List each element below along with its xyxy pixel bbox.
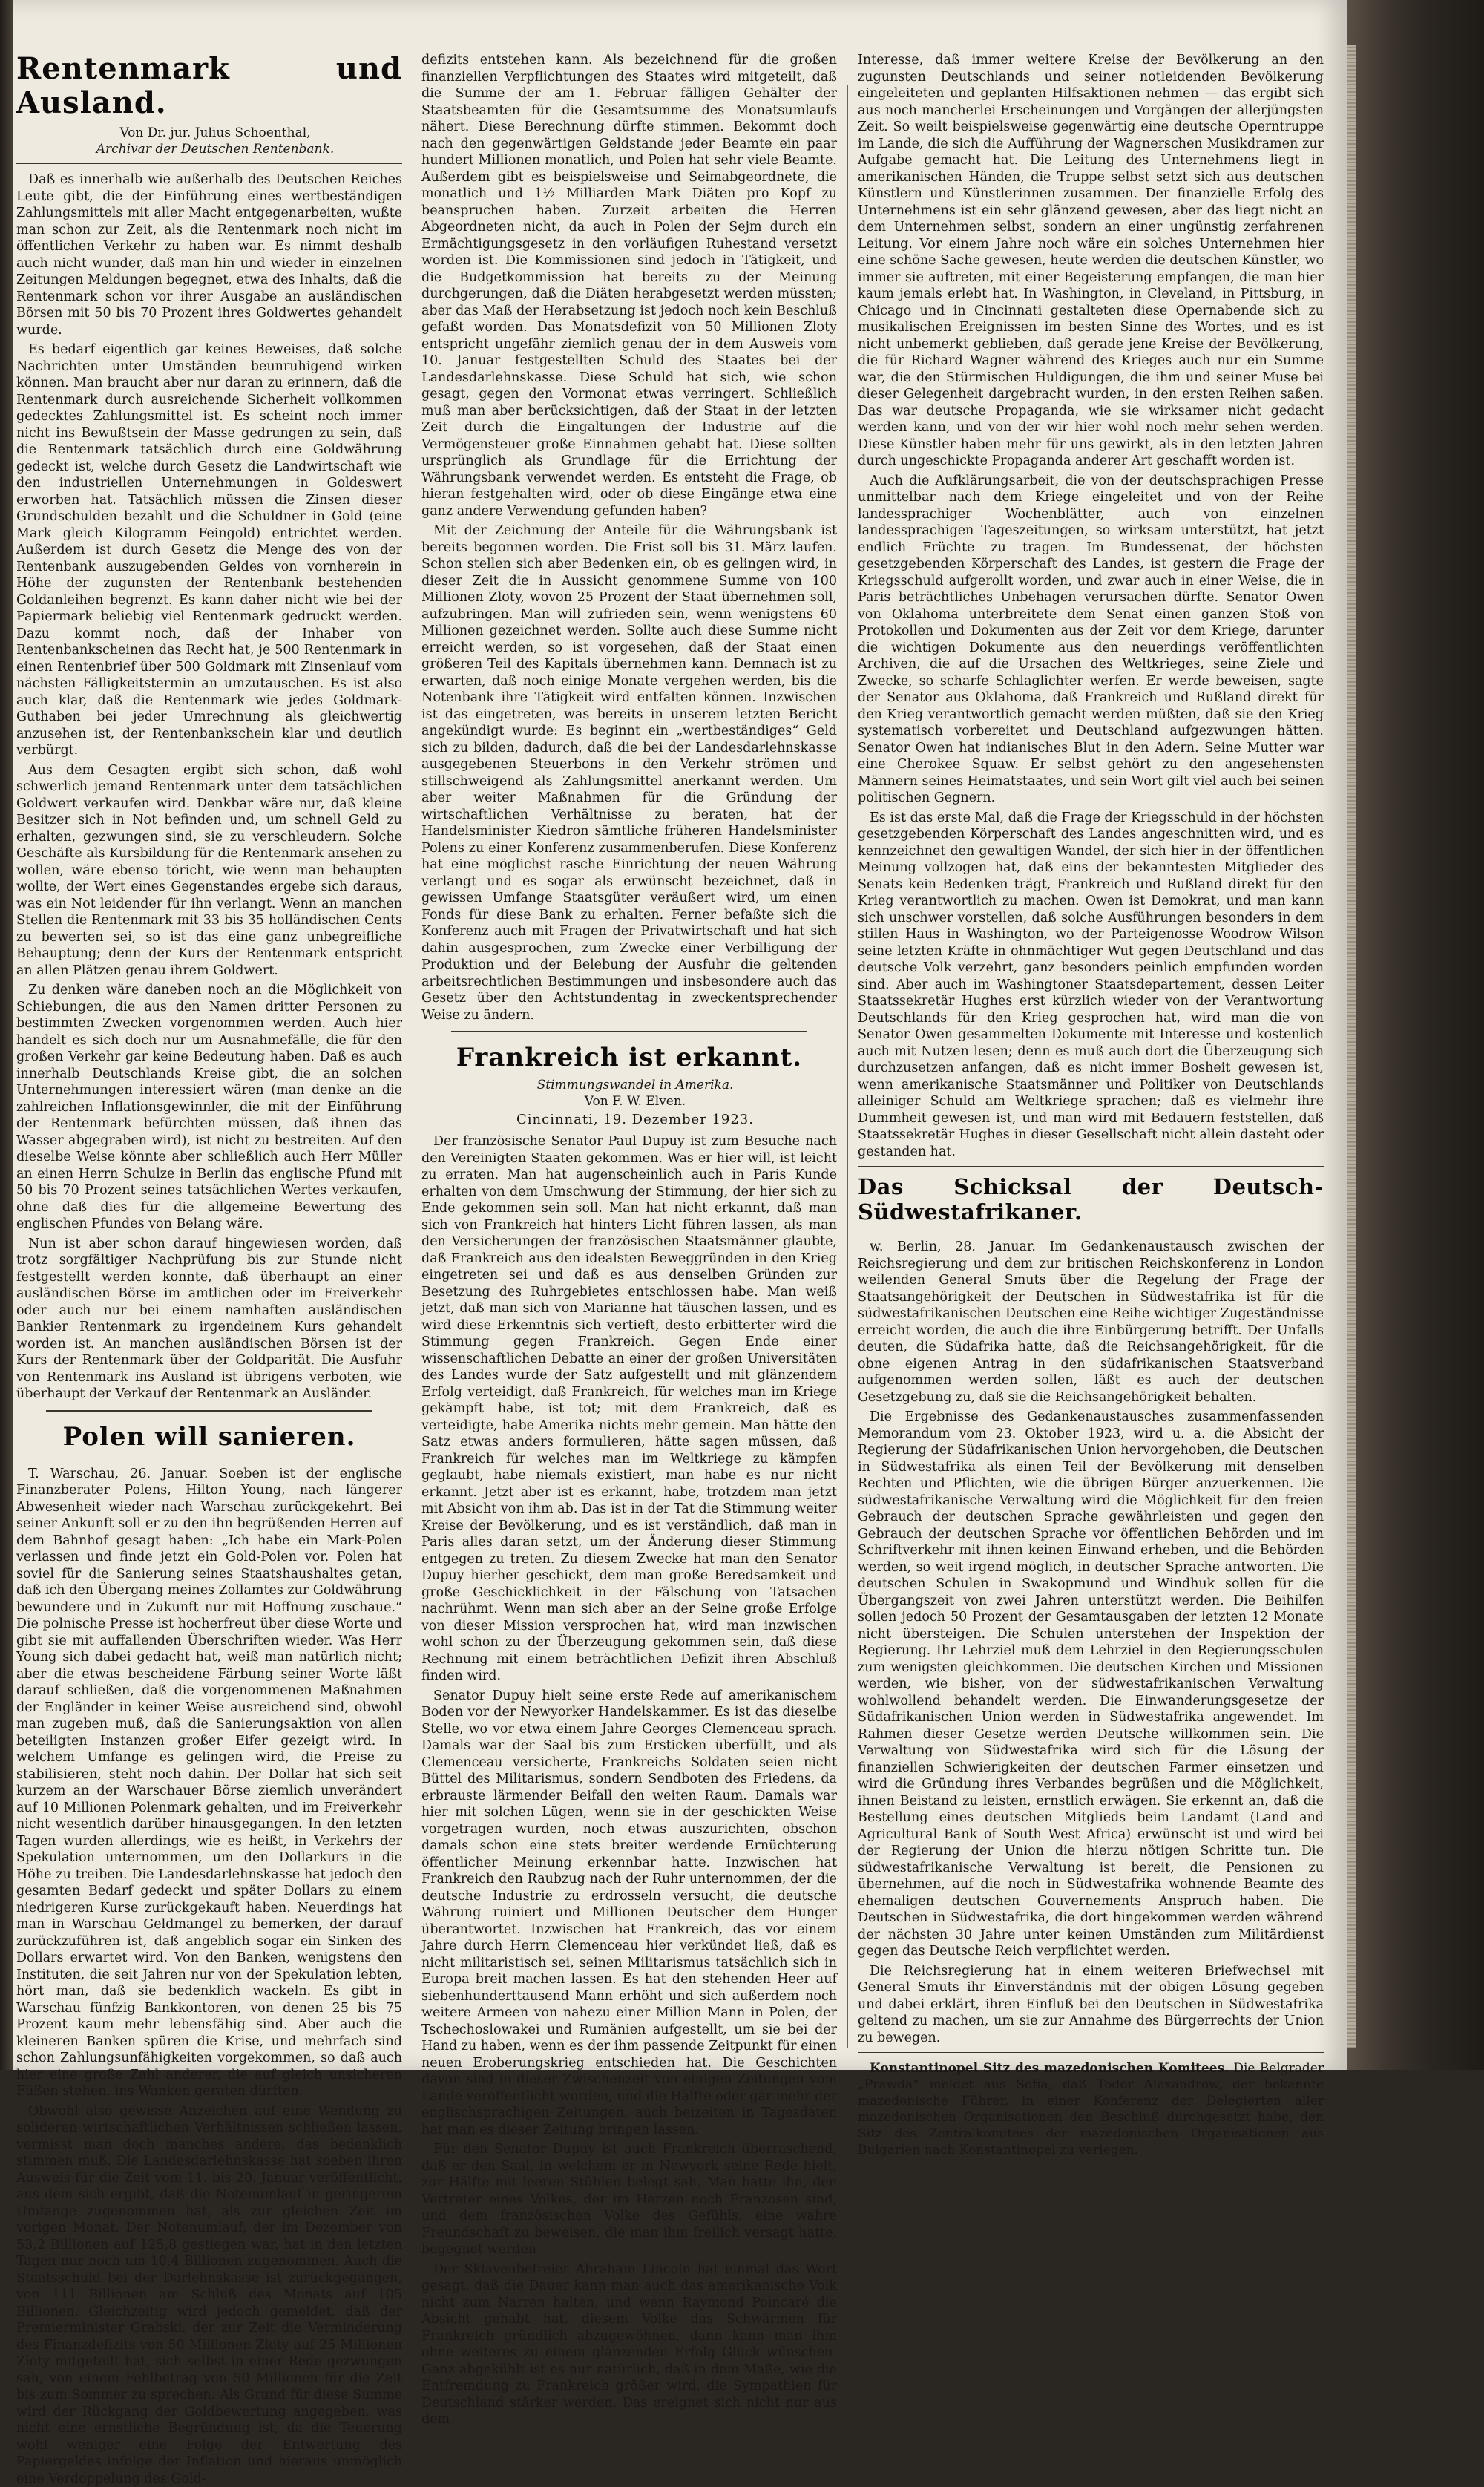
paragraph: w. Berlin, 28. Januar. Im Gedankenaustausch zwischen der Reichsregierung und dem zur britischen Reichskonferenz in London weilenden General Smuts über die Regelung der Frage der Staatsangehörigkeit der Deutschen in Südwestafrika ist für die südwestafrikanischen Deutschen eine Reihe wichtiger Zugeständnisse erreicht worden, die auch die ihre Einbürgerung betrifft. Der Unfalls deuten, die Südafrika hatte, daß die Reichsangehörigkeit, für die obne eigenen Antrag in den südafrikanischen Staatsverband aufgenommen werden sollen, läßt es auch der deutschen Gesetzgebung zu, daß sie die Reichsangehörigkeit behalten. [858,1239,1324,1406]
article-polen-title: Polen will sanieren. [16,1422,402,1452]
divider [858,1166,1324,1167]
paragraph: Daß es innerhalb wie außerhalb des Deutschen Reiches Leute gibt, die der Einführung eines wertbeständigen Zahlungsmittels mit aller Macht entgegenarbeiten, wußte man schon zur Zeit, als die Rentenmark noch nicht im öffentlichen Verkehr zu haben war. Es nimmt deshalb auch nicht wunder, daß man hin und wieder in einzelnen Zeitungen Meldungen begegnet, etwa des Inhalts, daß die Rentenmark schon vor ihrer Ausgabe an ausländischen Börsen mit 50 bis 70 Prozent ihres Goldwertes gehandelt wurde. [16,171,402,338]
notice-text: Die Belgrader „Prawda“ meldet aus Sofia, daß Todor Alexandrow, der bekannte mazedonische Führer, in einer Konferenz der Delegierten aller mazedonischen Organisationen den Beschluß durchgesetzt habe, den Sitz des Zentralkomitees der mazedonischen Organisationen aus Bulgarien nach Konstantinopel zu verlegen. [858,2061,1324,2157]
article-suedwest-title: Das Schicksal der Deutsch-Südwestafrikaner. [858,1174,1324,1225]
article-rentenmark-author: Von Dr. jur. Julius Schoenthal, [16,125,402,141]
paragraph: Aus dem Gesagten ergibt sich schon, daß wohl schwerlich jemand Rentenmark unter dem tatsächlichen Goldwert verkaufen wird. Denkbar wäre nur, daß kleine Besitzer sich in Not befinden und, um schnell Geld zu erhalten, gezwungen sind, sie zu verschleudern. Solche Geschäfte als Kursbildung für die Rentenmark ansehen zu wollen, wäre ebenso töricht, wie wenn man behaupten wollte, der Wert eines Gegenstandes ergebe sich daraus, was ein Not leidender für ihn verlangt. Wenn an manchen Stellen die Rentenmark mit 33 bis 35 holländischen Cents zu bewerten sei, so ist das eine ganz unbegreifliche Behauptung; denn der Kurs der Rentenmark entspricht an allen Plätzen genau ihrem Goldwert. [16,762,402,980]
news-notice [858,2060,1324,2158]
article-rentenmark-title: Rentenmark und Ausland. [16,52,402,120]
paragraph: Interesse, daß immer weitere Kreise der Bevölkerung an den zugunsten Deutschlands und seiner notleidenden Bevölkerung eingeleiteten und geplanten Hilfsaktionen nehmen — das ergibt sich aus noch mancherlei Erscheinungen und Vorgängen der allerjüngsten Zeit. So weilt beispielsweise gegenwärtig eine deutsche Operntruppe im Lande, die sich die Aufführung der Wagnerschen Musikdramen zur Aufgabe gemacht hat. Die Leitung des Unternehmens liegt in amerikanischen Händen, die Truppe selbst setzt sich aus deutschen Künstlern und Künstlerinnen zusammen. Der finanzielle Erfolg des Unternehmens ist ein sehr glänzend gewesen, aber das liegt nicht an dem Unternehmen selbst, sondern an einer ungünstig zerfahrenen Leitung. Vor einem Jahre noch wäre ein solches Unternehmen hier eine schöne Sache gewesen, heute werden die deutschen Künstler, wo immer sie auftreten, mit einer Begeisterung empfangen, die man hier kaum jemals erlebt hat. In Washington, in Cleveland, in Pittsburg, in Chicago und in Cincinnati gestalteten diese Opernabende sich zu musikalischen Ereignissen im besten Sinne des Wortes, und es ist nicht unbemerkt geblieben, daß gerade jene Kreise der Bevölkerung, die für Richard Wagner während des Krieges auch nur ein Summe war, die den Stürmischen Huldigungen, die ihm und seiner Muse bei dieser Gelegenheit dargebracht wurden, in den ersten Reihen saßen. Das war deutsche Propaganda, wie sie wirksamer nicht gedacht werden kann, und von der wir hier wohl noch mehr sehen werden. Diese Künstler haben mehr für uns gewirkt, als in den letzten Jahren durch ungeschickte Propaganda anderer Art geschafft worden ist. [858,52,1324,470]
paragraph: Die Reichsregierung hat in einem weiteren Briefwechsel mit General Smuts ihr Einverständnis mit der obigen Lösung gegeben und dabei erklärt, ihren Einfluß bei den Deutschen in Südwestafrika geltend zu machen, um sie zur Annahme des Bürgerrechts der Union zu bewegen. [858,1963,1324,2047]
paragraph: Für den Senator Dupuy ist auch Frankreich überraschend, daß er den Saal, in welchem er in Newyork seine Rede hielt, zur Hälfte mit leeren Stühlen belegt sah. Man hatte ihn, den Vertreter eines Volkes, der im Herzen noch Franzosen sind, und dem französischen Volke des Gefühls, eine wahre Freundschaft zu beweisen, die man ihm freilich versagt hatte, begegnet werden. [421,2141,837,2258]
column-1 [16,52,402,2048]
article-frankreich-title: Frankreich ist erkannt. [421,1043,837,1072]
paragraph: Zu denken wäre daneben noch an die Möglichkeit von Schiebungen, die aus den Namen dritter Personen zu bestimmten Zwecken vorgenommen werden. Auch hier handelt es sich doch nur um Ausnahmefälle, die für den großen Verkehr gar keine Bedeutung haben. Daß es auch innerhalb Deutschlands Kreise gibt, die an solchen Unternehmungen interessiert wären (man denke an die zahlreichen Inflationsgewinnler, die mit der Einführung der Rentenmark befürchten müssen, daß ihnen das Wasser abgegraben wird), ist nicht zu bestreiten. Auf den dieselbe Weise könnte aber schließlich auch Herr Müller an einen Herrn Schulze in Berlin das englische Pfund mit 50 bis 70 Prozent seines tatsächlichen Wertes verkaufen, ohne daß dies für die allgemeine Bewertung des englischen Pfundes von Belang wäre. [16,982,402,1233]
paragraph: Nun ist aber schon darauf hingewiesen worden, daß trotz sorgfältiger Nachprüfung bis zur Stunde nicht festgestellt werden konnte, daß überhaupt an einer ausländischen Börse im amtlichen oder im Freiverkehr oder auch nur bei einem namhaften ausländischen Bankier Rentenmark zu irgendeinem Kurs gehandelt worden ist. An manchen ausländischen Börsen ist der Kurs der Rentenmark über der Goldparität. Die Ausfuhr von Rentenmark ins Ausland ist übrigens verboten, wie überhaupt der Verkauf der Rentenmark an Ausländer. [16,1236,402,1403]
paragraph: T. Warschau, 26. Januar. Soeben ist der englische Finanzberater Polens, Hilton Young, nach längerer Abwesenheit wieder nach Warschau zurückgekehrt. Bei seiner Ankunft soll er zu den ihn begrüßenden Herren auf dem Bahnhof gesagt haben: „Ich habe ein Mark-Polen verlassen und finde jetzt ein Gold-Polen vor. Polen hat soviel für die Sanierung seines Staatshaushaltes getan, daß ich den Übergang meines Zollamtes zur Goldwährung bewundere und in Zukunft nur mit Hoffnung zuschaue.“ Die polnische Presse ist hocherfreut über diese Worte und gibt sie mit auffallenden Überschriften wieder. Was Herr Young sich dabei gedacht hat, weiß man natürlich nicht; aber die etwas bescheidene Färbung seiner Worte läßt darauf schließen, daß die vorgenommenen Maßnahmen der Engländer in keiner Weise ausreichend sind, obwohl man zugeben muß, daß die Sanierungsaktion von allen beteiligten Instanzen großer Eifer gezeigt wird. In welchem Umfange es gelingen wird, die Preise zu stabilisieren, steht noch dahin. Der Dollar hat sich seit kurzem an der Warschauer Börse ziemlich unverändert auf 10 Millionen Polenmark gehalten, und im Freiverkehr nicht wesentlich darüber hinausgegangen. In den letzten Tagen wurden allerdings, wie es heißt, in Verkehrs der Spekulation unternommen, um den Dollarkurs in die Höhe zu treiben. Die Landesdarlehnskasse hat jedoch den gesamten Bedarf gedeckt und später Dollars zu einem niedrigeren Kurse zurückgekauft haben. Neuerdings hat man in Warschau Geldmangel zu bemerken, der darauf zurückzuführen ist, daß angeblich sogar ein Sinken des Dollars erwartet wird. Von den Banken, wenigstens den Instituten, die seit Jahren nur von der Spekulation lebten, hört man, daß sie bedenklich wackeln. Es gibt in Warschau fünfzig Bankkontoren, von denen 25 bis 75 Prozent kaum mehr lebensfähig sind. Aber auch die kleineren Banken spüren die Krise, und mehrfach sind schon Zahlungsunfähigkeiten vorgekommen, so daß auch hier eine große Zahl anderer, die auf gleich unsicheren Füßen stehen, ins Wanken geraten dürften. [16,1466,402,2100]
paragraph: defizits entstehen kann. Als bezeichnend für die großen finanziellen Verpflichtungen des Staates wird mitgeteilt, daß die Summe der am 1. Februar fälligen Gehälter der Staatsbeamten für die Gesamtsumme des Monatsumlaufs nähert. Diese Berechnung dürfte stimmen. Bekommt doch nach den gegenwärtigen Geldstande jeder Beamte ein paar hundert Millionen monatlich, und Polen hat sehr viele Beamte. Außerdem gibt es beispielsweise und Seimabgeordnete, die monatlich und 1½ Milliarden Mark Diäten pro Kopf zu beanspruchen haben. Zurzeit arbeiten die Herren Abgeordneten nicht, da auch in Polen der Sejm durch ein Ermächtigungsgesetz in den vorläufigen Ruhestand versetzt worden ist. Die Kommissionen sind jedoch in Tätigkeit, und die Budgetkommission hat bereits zu der Meinung durchgerungen, daß die Diäten herabgesetzt werden müssten; aber das Maß der Herabsetzung ist jedoch noch kein Beschluß gefaßt worden. Das Monatsdefizit von 50 Millionen Zloty entspricht ungefähr ziemlich genau der in dem Ausweis vom 10. Januar festgestellten Schuld des Staates bei der Landesdarlehnskasse. Diese Schuld hat sich, wie schon gesagt, gegen den Vormonat etwas verringert. Schließlich muß man aber berücksichtigen, daß der Staat in der letzten Zeit durch die Eingaltungen der Industrie auf die Vermögensteuer große Einnahmen gehabt hat. Diese sollten ursprünglich als Grundlage für die Errichtung der Währungsbank verwendet werden. Es entsteht die Frage, ob hieran festgehalten wird, oder ob diese Eingänge etwa eine ganz andere Verwendung gefunden haben? [421,52,837,520]
article-frankreich-dateline: Cincinnati, 19. Dezember 1923. [421,1111,837,1129]
paragraph: Senator Dupuy hielt seine erste Rede auf amerikanischem Boden vor der Newyorker Handelskammer. Es ist das dieselbe Stelle, wo vor etwa einem Jahre Georges Clemenceau sprach. Damals war der Saal bis zum Ersticken überfüllt, und als Clemenceau versicherte, Frankreichs Soldaten seien nicht Büttel des Militarismus, sondern Sendboten des Friedens, da erbrauste lärmender Beifall den weiten Raum. Damals war hier mit solchen Lügen, wenn sie in der geschickten Weise vorgetragen wurden, noch etwas auszurichten, obschon damals schon eine stets breiter werdende Ernüchterung öffentlicher Meinung erkennbar hatte. Inzwischen hat Frankreich den Raubzug nach der Ruhr unternommen, der die deutsche Industrie zu erdrosseln versucht, die deutsche Währung ruiniert und Millionen Deutscher dem Hunger überantwortet. Inzwischen hat Frankreich, das vor einem Jahre durch Herrn Clemenceau hier verkündet ließ, daß es nicht militaristisch sei, seinen Militarismus tatsächlich sich in Europa breit machen lassen. Es hat den stehenden Heer auf siebenhunderttausend Mann erhöht und sich außerdem noch weitere Armeen von nahezu einer Million Mann in Polen, der Tschechoslowakei und Rumänien aufgestellt, um sie bei der Hand zu haben, wenn es der ihm passende Zeitpunkt für einen neuen Eroberungskrieg entschieden hat. Die Geschichten davon sind in dieser Zwischenzeit von einigen Zeitungen vom Lande veröffentlicht worden, und die Hälfte oder gar mehr der englischsprachigen Zeitungen, auch beizeiten in Tagesdaten hat man es dieser Zeitung bringen lassen. [421,1688,837,2139]
paragraph: Es bedarf eigentlich gar keines Beweises, daß solche Nachrichten unter Umständen beunruhigend wirken können. Man braucht aber nur daran zu erinnern, daß die Rentenmark durch ausreichende Sicherheit vollkommen gedecktes Zahlungsmittel ist. Es scheint noch immer nicht ins Bewußtsein der Masse gedrungen zu sein, daß die Rentenmark tatsächlich durch eine Goldwährung gedeckt ist, welche durch Gesetz die Landwirtschaft wie den industriellen Unternehmungen in Goldeswert erworben hat. Tatsächlich müssen die Zinsen dieser Grundschulden bezahlt und die Schuldner in Gold (eine Mark gleich Kilogramm Feingold) entrichtet werden. Außerdem ist durch Gesetz die Menge des von der Rentenbank auszugebenden Geldes von vornherein in Höhe der zugunsten der Rentenbank bestehenden Goldanleihen begrenzt. Es kann daher nicht wie bei der Papiermark beliebig viel Rentenmark gedruckt werden. Dazu kommt noch, daß der Inhaber von Rentenbankscheinen das Recht hat, je 500 Rentenmark in einen Rentenbrief über 500 Goldmark mit Zinsenlauf vom nächsten Fälligkeitstermin an umzutauschen. Es ist also auch klar, daß die Rentenmark wie jedes Goldmark-Guthaben bei jeder Umrechnung als gleichwertig anzusehen ist, der Rentenbankschein klar und deutlich verbürgt. [16,341,402,759]
column-2 [421,52,837,2048]
column-rule-2 [847,85,848,2048]
page-stack-edge [1347,45,1356,2048]
page-edge-shadow [0,0,13,2070]
paragraph: Obwohl also gewisse Anzeichen auf eine Wendung zu solideren wirtschaftlichen Verhältnissen schließen lassen, vermisst man doch manches andere, das bedenklich stimmen muß. Die Landesdarlehnskasse hat soeben ihren Ausweis für die Zeit vom 11. bis 20. Januar veröffentlicht, aus dem sich ergibt, daß die Notenumlauf in geringerem Umfange zugenommen hat, als zur gleichen Zeit im vorigen Monat. Der Notenumlauf, der im Dezember von 53,2 Billionen auf 125,8 gestiegen war, hat in den letzten Tagen nur noch um 10,4 Billionen zugenommen. Auch die Staatsschuld bei der Darlehnskasse ist zurückgegangen, von 111 Billionen am Schluß des Monats auf 105 Billionen. Gleichzeitig wird jedoch gemeldet, daß der Premierminister Grabski, der zur Zeit die Verminderung des Finanzdefizits von 50 Millionen Zloty auf 25 Millionen Zloty mitgeteilt hat, sich selbst in einer Rede gezwungen sah, von einem Fehlbetrag von 50 Millionen für die Zeit bis zum Sommer zu sprechen. Als Grund für diese Summe wird der Rückgang der Goldbewertung angegeben, was nicht eine ernstliche Begründung ist, da die Teuerung wohl weniger eine Folge der Entwertung des Papiergeldes infolge der Inflation und hieraus unmöglich eine Verdoppelung des Gold- [16,2103,402,2487]
divider [16,163,402,164]
paragraph: Es ist das erste Mal, daß die Frage der Kriegsschuld in der höchsten gesetzgebenden Körperschaft des Landes angeschnitten wird, und es kennzeichnet den gewaltigen Wandel, der sich hier in der öffentlichen Meinung vollzogen hat, daß eins der bekanntesten Mitglieder des Senats kein Bedenken trägt, Frankreich und Rußland direkt für den Krieg verantwortlich zu machen. Owen ist Demokrat, und man kann sich unschwer vorstellen, daß solche Ausführungen besonders in dem stillen Haus in Washington, wo der Parteigenosse Woodrow Wilson seine letzten Kräfte in ohnmächtiger Wut gegen Deutschland und das deutsche Volk verzehrt, ganz besonders peinlich empfunden worden sind. Aber auch im Washingtoner Staatsdepartement, dessen Leiter Staatssekretär Hughes erst kürzlich wieder von der Verantwortung Deutschlands für den Krieg gesprochen hat, wird man die von Senator Owen gesammelten Dokumente mit Interesse und kostenlich auch mit Nutzen lesen; denn es muß auch dort die Überzeugung sich durchzusetzen anfangen, daß es nicht immer Bosheit gewesen ist, wenn amerikanische Staatsmänner und Politiker von Deutschlands alleiniger Schuld am Weltkriege sprachen; daß es vielmehr ihre Dummheit gewesen ist, und man wird mit Bedauern feststellen, daß Staatssekretär Hughes in dieser Gesellschaft nicht allein dasteht oder gestanden hat. [858,810,1324,1161]
book-binding [1347,0,1484,2070]
paragraph: Der Sklavenbefreier Abraham Lincoln hat einmal das Wort gesagt, daß die Dauer kann man auch das amerikanische Volk nicht zum Narren halten, und wenn Raymond Poincaré die Absicht gehabt hat, diesem Volke das Schwärmen für Frankreich gründlich abzugewöhnen, dann kann man ihm ohne weiteres zu einem glänzenden Erfolg Glück wünschen. Ganz abgekühlt ist es nur natürlich, daß in dem Maße, wie die Entfremdung zu Frankreich größer wird, die Sympathien für Deutschland stärker werden. Das ereignet sich nicht nur aus dem [421,2261,837,2428]
paragraph: Auch die Aufklärungsarbeit, die von der deutschsprachigen Presse unmittelbar nach dem Kriege eingeleitet und von der Reihe landessprachiger Wochenblätter, auch von einzelnen landessprachigen Tageszeitungen, so wirksam unterstützt, hat jetzt endlich Früchte zu tragen. Im Bundessenat, der höchsten gesetzgebenden Körperschaft des Landes, ist gestern die Frage der Kriegsschuld aufgerollt worden, und zwar auch in einer Weise, die in Paris beträchtliches Unbehagen verursachen dürfte. Senator Owen von Oklahoma unterbreitete dem Senat einen ganzen Stoß von Protokollen und Dokumenten aus der Zeit vor dem Kriege, darunter die wichtigen Dokumente aus den neuerdings veröffentlichten Archiven, die auf die Ursachen des Weltkrieges, seine Ziele und Zwecke, so scharfe Schlaglichter werfen. Er werde beweisen, sagte der Senator aus Oklahoma, daß Frankreich und Rußland direkt für den Krieg verantwortlich gemacht werden müßten, daß sie den Krieg systematisch vorbereitet und Deutschland aufgezwungen hätten. Senator Owen hat indianisches Blut in den Adern. Seine Mutter war eine Cherokee Squaw. Er selbst gehört zu den angesehensten Männern seines Heimatstaates, und sein Wort gilt viel auch bei seinen politischen Gegnern. [858,473,1324,807]
section-divider [451,1031,807,1032]
paragraph: Die Ergebnisse des Gedankenaustausches zusammenfassenden Memorandum vom 23. Oktober 1923, wird u. a. die Absicht der Regierung der Südafrikanischen Union hervorgehoben, die Deutschen in Südwestafrika als einen Teil der Bevölkerung mit denselben Rechten und Pflichten, wie die übrigen Bürger anzuerkennen. Die südwestafrikanische Verwaltung wird die Möglichkeit für den freien Gebrauch der deutschen Sprache gewährleisten und gegen den Gebrauch der deutschen Sprache vor öffentlichen Behörden und im Schriftverkehr mit ihnen keinen Einwand erheben, und die Behörden werden, so weit irgend möglich, in deutscher Sprache antworten. Die deutschen Schulen in Swakopmund und Windhuk sollen für die Übergangszeit von zwei Jahren unterstützt werden. Die Beihilfen sollen jedoch 50 Prozent der Gesamtausgaben der letzten 12 Monate nicht übersteigen. Die Schulen unterstehen der Inspektion der Regierung. Ihr Lehrziel muß dem Lehrziel in den Regierungsschulen zum wenigsten gleichkommen. Die deutschen Kirchen und Missionen werden, wie bisher, von der südwestafrikanischen Verwaltung wohlwollend behandelt werden. Die Einwanderungsgesetze der Südafrikanischen Union werden in Südwestafrika angewendet. Im Rahmen dieser Gesetze werden Deutsche willkommen sein. Die Verwaltung von Südwestafrika wird sich für die Lösung der finanziellen Schwierigkeiten der deutschen Farmer einsetzen und wird die Gründung ihres Verbandes begrüßen und die Möglichkeit, ihnen Beistand zu leisten, ernstlich erwägen. Sie erkennt an, daß die Bestellung eines deutschen Mitglieds beim Landamt (Land and Agricultural Bank of South West Africa) erwünscht ist und wird bei der Regierung der Union die hierzu nötigen Schritte tun. Die südwestafrikanische Verwaltung ist bereit, die Pensionen zu übernehmen, auf die noch in Südwestafrika wohnende Beamte des ehemaligen deutschen Gouvernements Anspruch haben. Die Deutschen in Südwestafrika, die dort hingekommen werden während der nächsten 30 Jahre unter keinen Umständen zum Militärdienst gegen das Deutsche Reich verpflichtet werden. [858,1409,1324,1960]
article-frankreich-subtitle: Stimmungswandel in Amerika. [421,1077,837,1093]
paragraph: Der französische Senator Paul Dupuy ist zum Besuche nach den Vereinigten Staaten gekommen. Was er hier will, ist leicht zu erraten. Man hat augenscheinlich auch in Paris Kunde erhalten von dem Umschwung der Stimmung, der hier sich zu Ende gekommen sein soll. Man hat nicht erkannt, daß man sich von Frankreich hat hinters Licht führen lassen, als man den Versicherungen der französischen Staatsmänner glaubte, daß Frankreich aus den idealsten Beweggründen in den Krieg eingetreten sei und daß es aus denselben Gründen zur Besetzung des Ruhrgebietes entschlossen habe. Man weiß jetzt, daß man sich von Marianne hat täuschen lassen, und es wird diese Erkenntnis sich vertieft, desto erbitterter wird die Stimmung gegen Frankreich. Gegen Ende einer wissenschaftlichen Debatte an einer der großen Universitäten des Landes wurde der Satz aufgestellt und mit glänzendem Erfolg verteidigt, daß Frankreich, für welches man im Kriege gekämpft habe, ist tot; mit dem Frankreich, daß es verteidigte, habe Amerika nichts mehr gemein. Man hätte den Satz etwas anders formulieren, hätte sagen müssen, daß Frankreich für welches man im Weltkriege zu kämpfen geglaubt, habe niemals existiert, man habe es nur nicht erkannt. Jetzt aber ist es erkannt, habe, trotzdem man jetzt mit Absicht von ihm ab. Das ist in der Tat die Stimmung weiter Kreise der Bevölkerung, und es ist verständlich, daß man in Paris alles daran setzt, um der Änderung dieser Stimmung entgegen zu treten. Zu diesem Zwecke hat man den Senator Dupuy hierher geschickt, dem man große Beredsamkeit und große Geschicklichkeit in der Fälschung von Tatsachen nachrühmt. Wenn man sich aber an der Seine große Erfolge von dieser Mission versprochen hat, wird man inzwischen wohl schon zu der Überzeugung gekommen sein, daß diese Rechnung mit einem beträchtlichen Defizit ihren Abschluß finden wird. [421,1133,837,1685]
article-rentenmark-role: Archivar der Deutschen Rentenbank. [16,141,402,157]
paragraph: Mit der Zeichnung der Anteile für die Währungsbank ist bereits begonnen worden. Die Frist soll bis 31. März laufen. Schon stellen sich aber Bedenken ein, ob es gelingen wird, in dieser Zeit die in Aussicht genommene Summe von 100 Millionen Zloty, wovon 25 Prozent der Staat übernehmen soll, aufzubringen. Man will zufrieden sein, wenn wenigstens 60 Millionen gezeichnet werden. Sollte auch diese Summe nicht erreicht werden, so ist vorgesehen, daß der Staat einen größeren Teil des Kapitals übernehmen kann. Demnach ist zu erwarten, daß noch einige Monate vergehen werden, bis die Notenbank ihre Tätigkeit wird entfalten können. Inzwischen ist das eingetreten, was bereits in unserem letzten Bericht angekündigt wurde: Es beginnt ein „wertbeständiges“ Geld sich zu bilden, dadurch, daß die bei der Landesdarlehnskasse ausgegebenen Steuerbons in den Verkehr strömen und stillschweigend als Zahlungsmittel anerkannt werden. Um aber weiter Maßnahmen für die Gründung der wirtschaftlichen Verhältnisse zu beraten, hat der Handelsminister Kiedron sämtliche früheren Handelsminister Polens zu einer Konferenz zusammenberufen. Diese Konferenz hat eine möglichst rasche Einrichtung der neuen Währung verlangt und es sogar als erwünscht bezeichnet, daß in gewissen Umfange Staatsgüter veräußert wird, um einen Fonds für diese Bank zu erhalten. Ferner befaßte sich die Konferenz auch mit Fragen der Privatwirtschaft und hat sich dahin ausgesprochen, zum Zwecke einer Verbilligung der Produktion und der Belebung der Ausfuhr die geltenden arbeitsrechtlichen Bestimmungen und insbesondere auch das Gesetz über den Achtstundentag in zweckentsprechender Weise zu ändern. [421,522,837,1023]
column-3 [858,52,1324,2048]
notice-heading: Konstantinopel Sitz des mazedonischen Komitees. [870,2061,1229,2076]
divider [858,2052,1324,2053]
article-frankreich-author: Von F. W. Elven. [421,1093,837,1110]
section-divider [46,1410,372,1412]
